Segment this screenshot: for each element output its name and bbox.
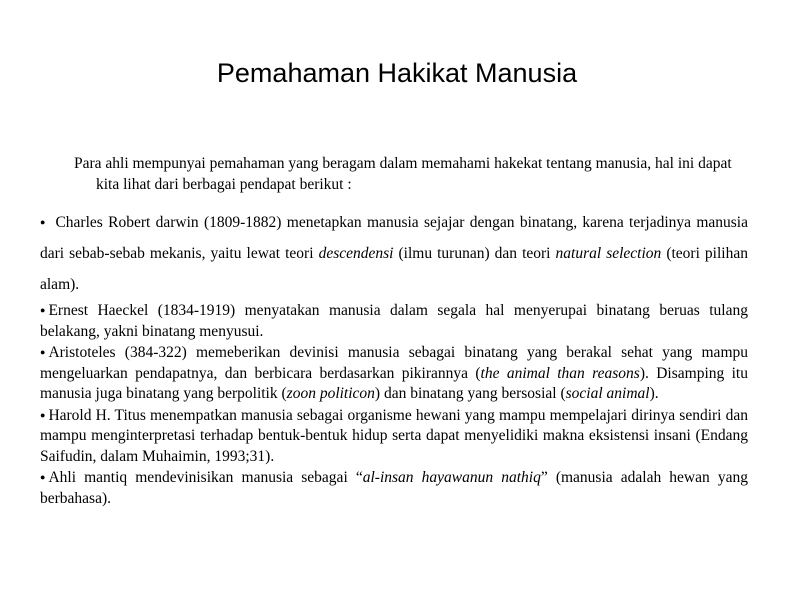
list-item-haeckel: ● Ernest Haeckel (1834-1919) menyatakan manusia dalam segala hal menyerupai binatang beruas tulang belakang, yakni binatang menyusui. xyxy=(40,302,748,340)
content-body xyxy=(40,154,748,509)
list-item-darwin: ● Charles Robert darwin (1809-1882) menetapkan manusia sejajar dengan binatang, karena terjadinya manusia dari sebab-sebab mekanis, yaitu lewat teori descendensi (ilmu turunan) dan teori natural selection (teori pilihan alam). xyxy=(40,207,748,300)
list-item-mantiq: ● Ahli mantiq mendevinisikan manusia sebagai “al-insan hayawanun nathiq” (manusia adalah hewan yang berbahasa). xyxy=(40,469,748,507)
bullet-icon: ● xyxy=(40,409,46,420)
bullet-icon: ● xyxy=(40,472,46,482)
bullet-icon: ● xyxy=(40,347,46,357)
intro-paragraph: Para ahli mempunyai pemahaman yang beragam dalam memahami hakekat tentang manusia, hal ini dapat kita lihat dari berbagai pendapat berikut : xyxy=(74,155,732,193)
list-item-aristoteles: ● Aristoteles (384-322) memeberikan devinisi manusia sebagai binatang yang berakal sehat yang mampu mengeluarkan pendapatnya, dan berbicara berdasarkan pikirannya (the animal than reasons). Disamping itu manusia juga binatang yang berpolitik (zoon politicon) dan binatang yang bersosial (social animal). xyxy=(40,344,748,402)
list-item-titus: ● Harold H. Titus menempatkan manusia sebagai organisme hewani yang mampu mempelajari dirinya sendiri dan mampu menginterpretasi terhadap bentuk-bentuk hidup serta dapat menyelidiki makna eksistensi insani (Endang Saifudin, dalam Muhaimin, 1993;31). xyxy=(40,406,748,465)
bullet-icon: ● xyxy=(40,217,46,227)
bullet-icon: ● xyxy=(40,305,46,315)
page-title: Pemahaman Hakikat Manusia xyxy=(216,58,578,88)
